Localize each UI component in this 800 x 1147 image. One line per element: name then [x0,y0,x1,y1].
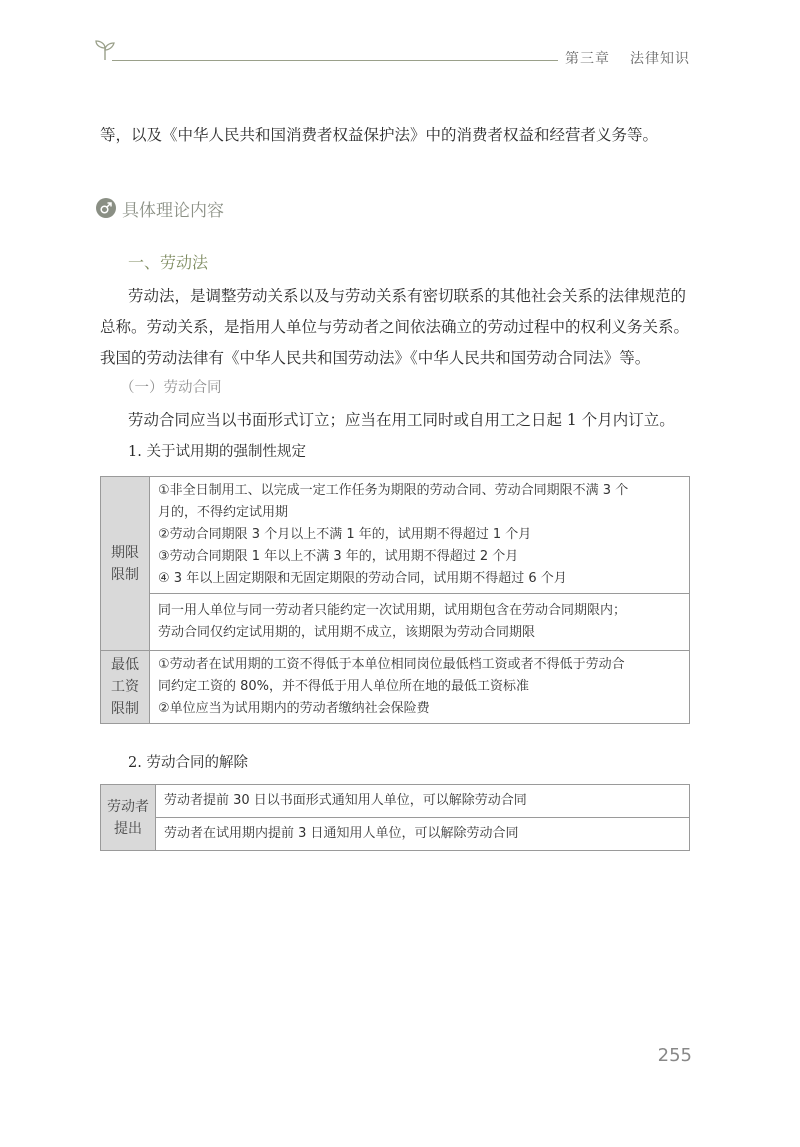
row-label-term-limit: 期限 限制 [101,477,150,651]
intro-line: 等，以及《中华人民共和国消费者权益保护法》中的消费者权益和经营者义务等。 [100,126,659,144]
row-label-min-wage: 最低 工资 限制 [101,651,150,724]
probation-table [100,476,690,724]
para1-line-2: 总称。劳动关系，是指用人单位与劳动者之间依法确立的劳动过程中的权利义务关系。 [100,318,690,336]
header-rule [112,60,558,61]
chapter-label: 第三章 [565,51,610,67]
term-limit-note: 同一用人单位与同一劳动者只能约定一次试用期，试用期包含在劳动合同期限内； 劳动合同仅约定试用期的，试用期不成立，该期限为劳动合同期限 [150,594,690,651]
table-row [101,818,690,851]
table-row [101,477,690,594]
subheading-labor-law: 一、劳动法 [128,253,209,272]
subheading-labor-contract: （一）劳动合同 [120,380,222,396]
item2-heading: 2. 劳动合同的解除 [128,755,248,771]
chapter-title: 法律知识 [630,51,690,67]
para2: 劳动合同应当以书面形式订立；应当在用工同时或自用工之日起 1 个月内订立。 [128,411,675,429]
para1-line-1: 劳动法，是调整劳动关系以及与劳动关系有密切联系的其他社会关系的法律规范的 [128,287,687,305]
section-heading [96,194,224,222]
male-symbol-icon [96,198,116,218]
termination-table [100,784,690,851]
item1-heading: 1. 关于试用期的强制性规定 [128,444,306,460]
section-title: 具体理论内容 [122,200,224,221]
termination-rule: 劳动者提前 30 日以书面形式通知用人单位，可以解除劳动合同 [156,785,690,818]
row-label-employee: 劳动者 提出 [101,785,156,851]
running-header [565,48,690,68]
table-row [101,785,690,818]
min-wage-rules: ①劳动者在试用期的工资不得低于本单位相同岗位最低档工资或者不得低于劳动合 同约定工资的 80%，并不得低于用人单位所在地的最低工资标准 ②单位应当为试用期内的劳动者缴纳社会保险费 [150,651,690,724]
sprout-icon [92,38,118,62]
term-limit-rules: ①非全日制用工、以完成一定工作任务为期限的劳动合同、劳动合同期限不满 3 个 月的，不得约定试用期 ②劳动合同期限 3 个月以上不满 1 年的，试用期不得超过 1 个月 ③劳动合同期限 1 年以上不满 3 年的，试用期不得超过 2 个月 ④ 3 年以上固定期限和无固定期限的劳动合同，试用期不得超过 6 个月 [150,477,690,594]
termination-rule: 劳动者在试用期内提前 3 日通知用人单位，可以解除劳动合同 [156,818,690,851]
page-number: 255 [657,1045,692,1066]
para1-line-3: 我国的劳动法律有《中华人民共和国劳动法》《中华人民共和国劳动合同法》等。 [100,349,651,367]
table-row [101,651,690,724]
table-row [101,594,690,651]
